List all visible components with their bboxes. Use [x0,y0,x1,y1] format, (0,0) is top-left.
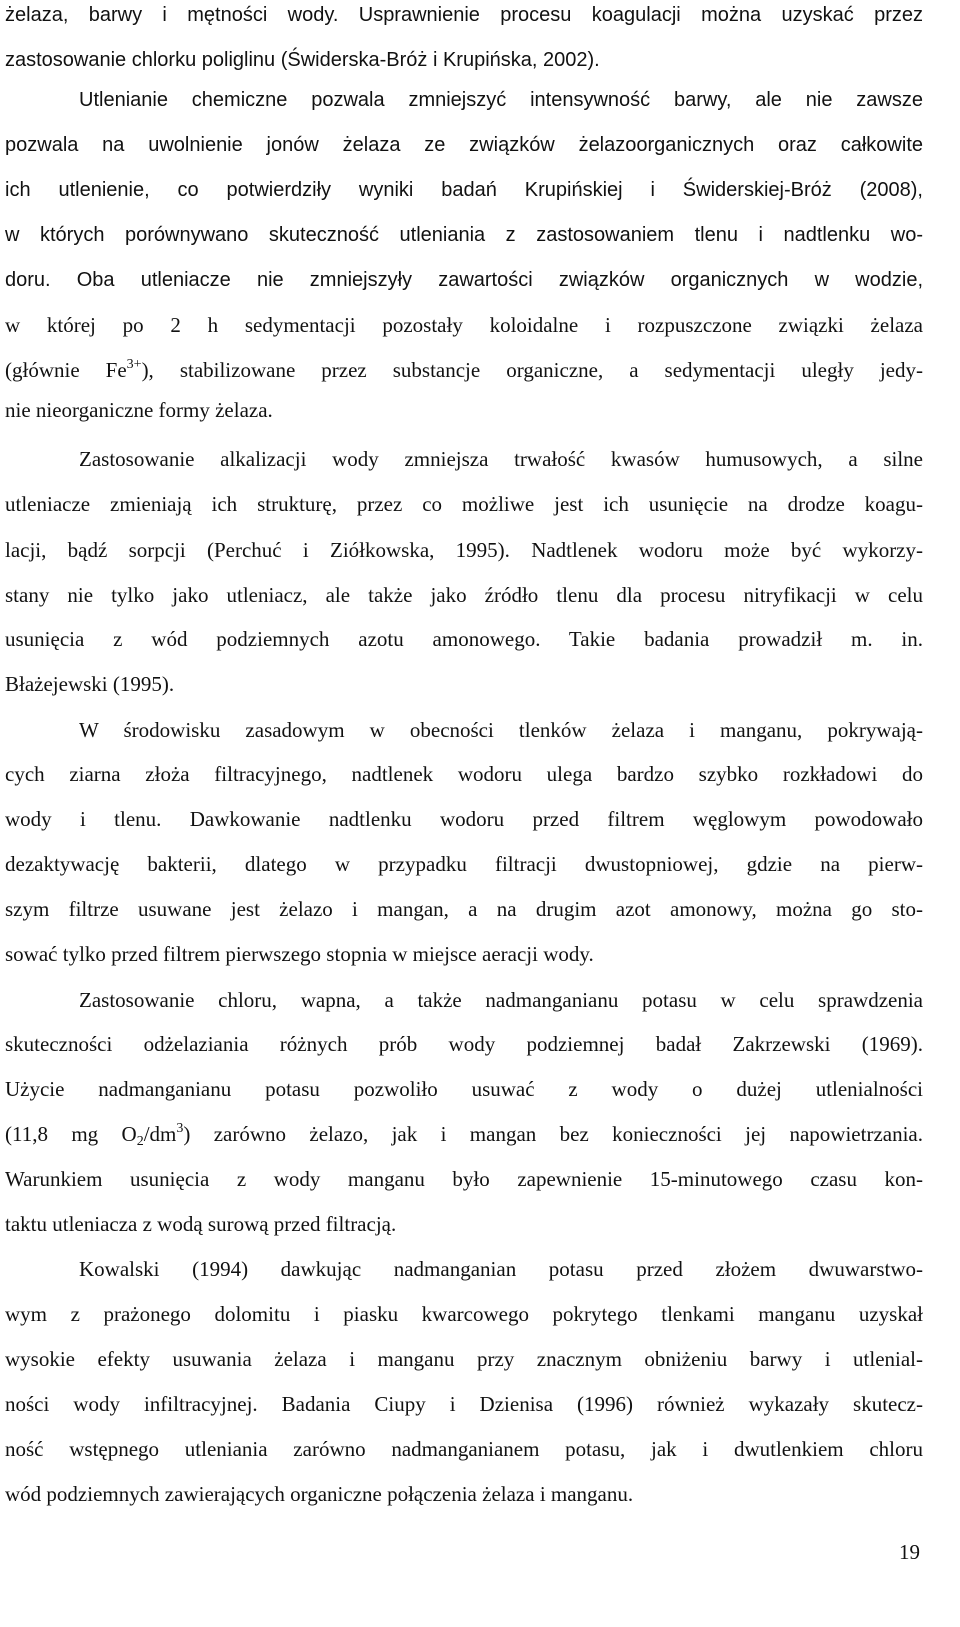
text-line: ność wstępnego utleniania zarówno nadmanganianem potasu, jak i dwutlenkiem chloru [5,1437,923,1461]
text-line: usunięcia z wód podziemnych azotu amonowego. Takie badania prowadził m. in. [5,627,923,651]
text-line [5,355,923,385]
text-line: Błażejewski (1995). [5,672,175,696]
text-line: wody i tlenu. Dawkowanie nadtlenku wodoru przed filtrem węglowym powodowało [5,807,923,831]
text-line: sować tylko przed filtrem pierwszego stopnia w miejsce aeracji wody. [5,942,594,966]
text-line: Zastosowanie chloru, wapna, a także nadmanganianu potasu w celu sprawdzenia [79,988,923,1012]
text-line: ich utlenienie, co potwierdziły wyniki badań Krupińskiej i Świderskiej-Bróż (2008), [5,179,923,201]
text-line: Zastosowanie alkalizacji wody zmniejsza trwałość kwasów humusowych, a silne [79,447,923,471]
text-line: Kowalski (1994) dawkując nadmanganian potasu przed złożem dwuwarstwo- [79,1257,923,1281]
text-line: cych ziarna złoża filtracyjnego, nadtlenek wodoru ulega bardzo szybko rozkładowi do [5,762,923,786]
text-line: w których porównywano skuteczność utleniania z zastosowaniem tlenu i nadtlenku wo- [5,224,923,246]
text-line: wód podziemnych zawierających organiczne połączenia żelaza i manganu. [5,1482,634,1506]
page-number: 19 [899,1540,920,1564]
text-line: szym filtrze usuwane jest żelazo i mangan, a na drugim azot amonowy, można go sto- [5,897,923,921]
text-line: stany nie tylko jako utleniacz, ale także jako źródło tlenu dla procesu nitryfikacji w celu [5,583,923,607]
text-line: zastosowanie chlorku poliglinu (Świderska-Bróż i Krupińska, 2002). [5,49,600,71]
text-fragment: ), stabilizowane przez substancje organiczne, a sedymentacji uległy jedy- [141,358,923,382]
text-fragment: /dm [143,1122,177,1146]
text-line: doru. Oba utleniacze nie zmniejszyły zawartości związków organicznych w wodzie, [5,269,923,291]
text-line: utleniacze zmieniają ich strukturę, przez co możliwe jest ich usunięcie na drodze koagu- [5,492,923,516]
text-fragment: (11,8 mg O [5,1122,137,1146]
text-line: lacji, bądź sorpcji (Perchuć i Ziółkowska, 1995). Nadtlenek wodoru może być wykorzy- [5,538,923,562]
subscript: 2 [136,1134,144,1149]
text-line: żelaza, barwy i mętności wody. Usprawnienie procesu koagulacji można uzyskać przez [5,4,923,26]
text-line: wysokie efekty usuwania żelaza i manganu przy znacznym obniżeniu barwy i utlenial- [5,1347,923,1371]
text-line: w której po 2 h sedymentacji pozostały koloidalne i rozpuszczone związki żelaza [5,313,923,337]
text-line: ności wody infiltracyjnej. Badania Ciupy i Dzienisa (1996) również wykazały skutecz- [5,1392,923,1416]
text-line: pozwala na uwolnienie jonów żelaza ze związków żelazoorganicznych oraz całkowite [5,134,923,156]
text-line: Warunkiem usunięcia z wody manganu było zapewnienie 15-minutowego czasu kon- [5,1167,923,1191]
text-line [5,1119,923,1149]
text-line: taktu utleniacza z wodą surową przed filtracją. [5,1212,397,1236]
text-line: skuteczności odżelaziania różnych prób wody podziemnej badał Zakrzewski (1969). [5,1032,923,1056]
text-line: wym z prażonego dolomitu i piasku kwarcowego pokrytego tlenkami manganu uzyskał [5,1302,923,1326]
text-fragment: ) zarówno żelazo, jak i mangan bez konieczności jej napowietrzania. [183,1122,923,1146]
superscript: 3 [176,1121,184,1136]
superscript: 3+ [126,357,142,372]
text-line: nie nieorganiczne formy żelaza. [5,398,273,422]
text-line: Utlenianie chemiczne pozwala zmniejszyć intensywność barwy, ale nie zawsze [79,89,923,111]
text-line: dezaktywację bakterii, dlatego w przypadku filtracji dwustopniowej, gdzie na pierw- [5,852,923,876]
text-line: Użycie nadmanganianu potasu pozwoliło usuwać z wody o dużej utlenialności [5,1077,923,1101]
text-line: W środowisku zasadowym w obecności tlenków żelaza i manganu, pokrywają- [79,718,923,742]
text-fragment: (głównie Fe [5,358,127,382]
